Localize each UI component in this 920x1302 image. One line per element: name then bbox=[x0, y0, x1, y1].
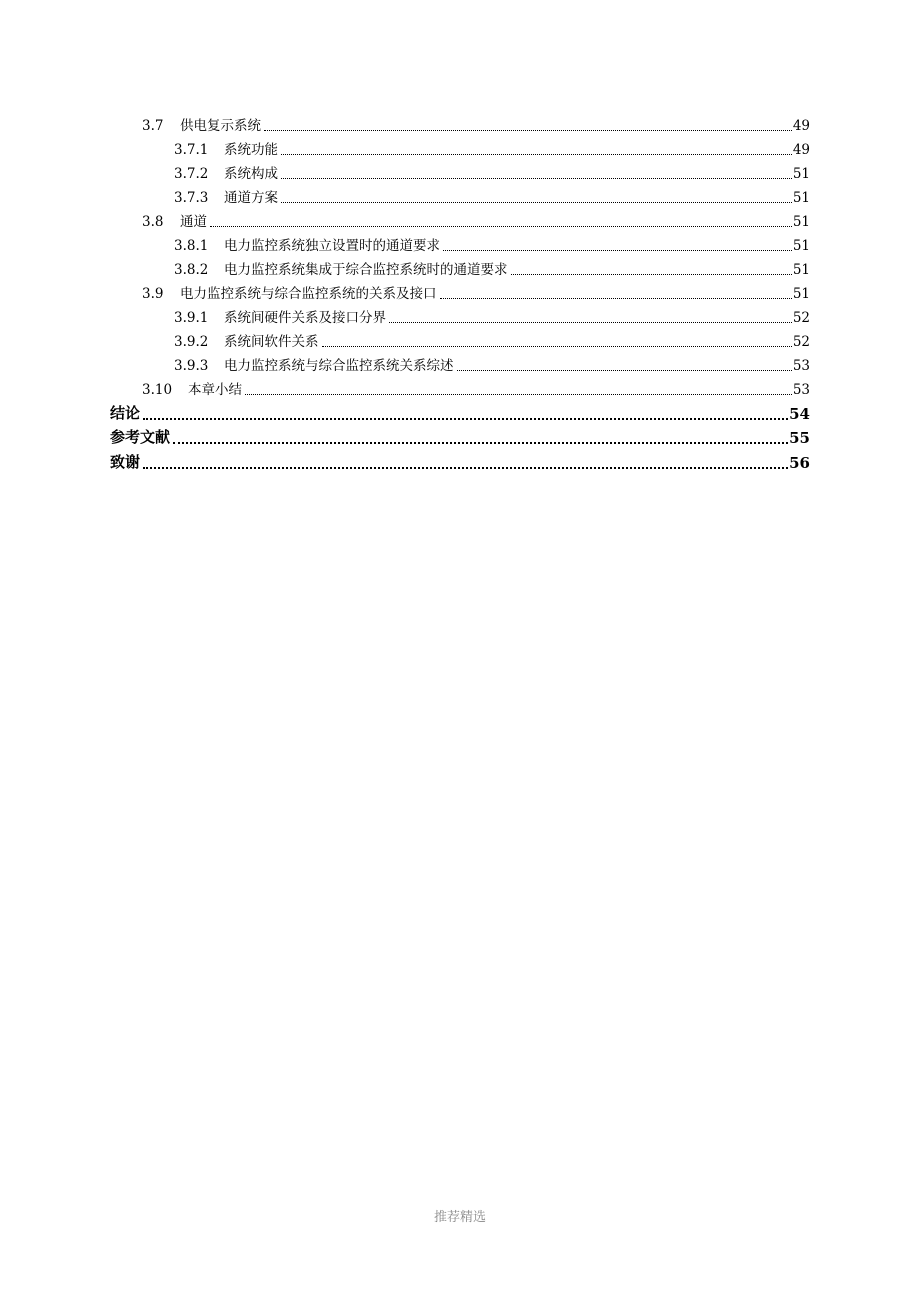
toc-entry-3-10[interactable] bbox=[110, 374, 810, 398]
toc-entry-acknowledgements[interactable] bbox=[110, 447, 810, 472]
toc-entry-title: 通道方案 bbox=[224, 190, 278, 206]
toc-entry-number: 3.7.1 bbox=[174, 142, 209, 158]
toc-entry-page: 53 bbox=[792, 358, 810, 374]
page-footer: 推荐精选 bbox=[433, 1210, 486, 1225]
toc-entry-title: 致谢 bbox=[110, 452, 141, 471]
toc-entry-title: 电力监控系统与综合监控系统的关系及接口 bbox=[180, 286, 437, 302]
toc-entry-page: 49 bbox=[792, 118, 810, 134]
toc-entry-page: 49 bbox=[792, 142, 810, 158]
toc-entry-3-7[interactable] bbox=[110, 110, 810, 134]
toc-entry-3-7-2[interactable] bbox=[110, 158, 810, 182]
dot-leader bbox=[389, 322, 792, 323]
toc-entry-title: 本章小结 bbox=[188, 382, 242, 398]
toc-entry-title: 系统间软件关系 bbox=[224, 334, 319, 350]
dot-leader bbox=[210, 226, 792, 227]
toc-entry-title: 通道 bbox=[180, 214, 207, 230]
toc-entry-3-8[interactable] bbox=[110, 206, 810, 230]
toc-entry-page: 55 bbox=[789, 429, 810, 447]
toc-entry-conclusion[interactable] bbox=[110, 398, 810, 423]
toc-entry-number: 3.7.3 bbox=[174, 190, 209, 206]
toc-entry-page: 51 bbox=[792, 262, 810, 278]
dot-leader bbox=[511, 274, 792, 275]
dot-leader bbox=[281, 154, 792, 155]
toc-entry-title: 电力监控系统独立设置时的通道要求 bbox=[224, 238, 440, 254]
dot-leader bbox=[457, 370, 792, 371]
toc-entry-page: 51 bbox=[792, 238, 810, 254]
toc-entry-title: 系统构成 bbox=[224, 166, 278, 182]
toc-entry-title: 电力监控系统与综合监控系统关系综述 bbox=[224, 358, 454, 374]
toc-entry-page: 56 bbox=[789, 453, 810, 472]
toc-entry-number: 3.10 bbox=[142, 382, 173, 398]
toc-entry-title: 结论 bbox=[110, 403, 141, 422]
toc-entry-number: 3.9 bbox=[142, 286, 164, 302]
toc-entry-3-9-1[interactable] bbox=[110, 302, 810, 326]
dot-leader bbox=[440, 298, 792, 299]
toc-entry-number: 3.7.2 bbox=[174, 166, 209, 182]
toc-entry-3-7-1[interactable] bbox=[110, 134, 810, 158]
toc-entry-title: 供电复示系统 bbox=[180, 118, 261, 134]
toc-entry-number: 3.9.1 bbox=[174, 310, 209, 326]
dot-leader bbox=[245, 394, 792, 395]
toc-entry-page: 52 bbox=[792, 334, 810, 350]
toc-entry-3-8-2[interactable] bbox=[110, 254, 810, 278]
toc-entry-title: 系统功能 bbox=[224, 142, 278, 158]
dot-leader bbox=[281, 178, 792, 179]
toc-entry-references[interactable] bbox=[110, 423, 810, 448]
toc-entry-number: 3.8.2 bbox=[174, 262, 209, 278]
dot-leader bbox=[143, 467, 788, 469]
toc-entry-number: 3.7 bbox=[142, 118, 164, 134]
toc-entry-3-9-2[interactable] bbox=[110, 326, 810, 350]
toc-entry-number: 3.9.2 bbox=[174, 334, 209, 350]
toc-entry-page: 51 bbox=[792, 286, 810, 302]
dot-leader bbox=[143, 418, 788, 420]
toc-entry-title: 电力监控系统集成于综合监控系统时的通道要求 bbox=[224, 262, 508, 278]
dot-leader bbox=[173, 442, 788, 444]
toc-entry-page: 53 bbox=[792, 382, 810, 398]
toc-entry-3-9[interactable] bbox=[110, 278, 810, 302]
toc-entry-3-8-1[interactable] bbox=[110, 230, 810, 254]
toc-entry-page: 51 bbox=[792, 166, 810, 182]
toc-entry-3-7-3[interactable] bbox=[110, 182, 810, 206]
table-of-contents bbox=[110, 110, 810, 472]
dot-leader bbox=[443, 250, 792, 251]
dot-leader bbox=[322, 346, 792, 347]
toc-entry-number: 3.9.3 bbox=[174, 358, 209, 374]
toc-entry-title: 系统间硬件关系及接口分界 bbox=[224, 310, 386, 326]
toc-entry-page: 51 bbox=[792, 214, 810, 230]
toc-entry-title: 参考文献 bbox=[110, 428, 171, 446]
toc-entry-3-9-3[interactable] bbox=[110, 350, 810, 374]
toc-entry-number: 3.8 bbox=[142, 214, 164, 230]
dot-leader bbox=[264, 130, 792, 131]
toc-entry-page: 52 bbox=[792, 310, 810, 326]
toc-entry-number: 3.8.1 bbox=[174, 238, 209, 254]
toc-entry-page: 51 bbox=[792, 190, 810, 206]
toc-entry-page: 54 bbox=[789, 404, 810, 423]
dot-leader bbox=[281, 202, 792, 203]
